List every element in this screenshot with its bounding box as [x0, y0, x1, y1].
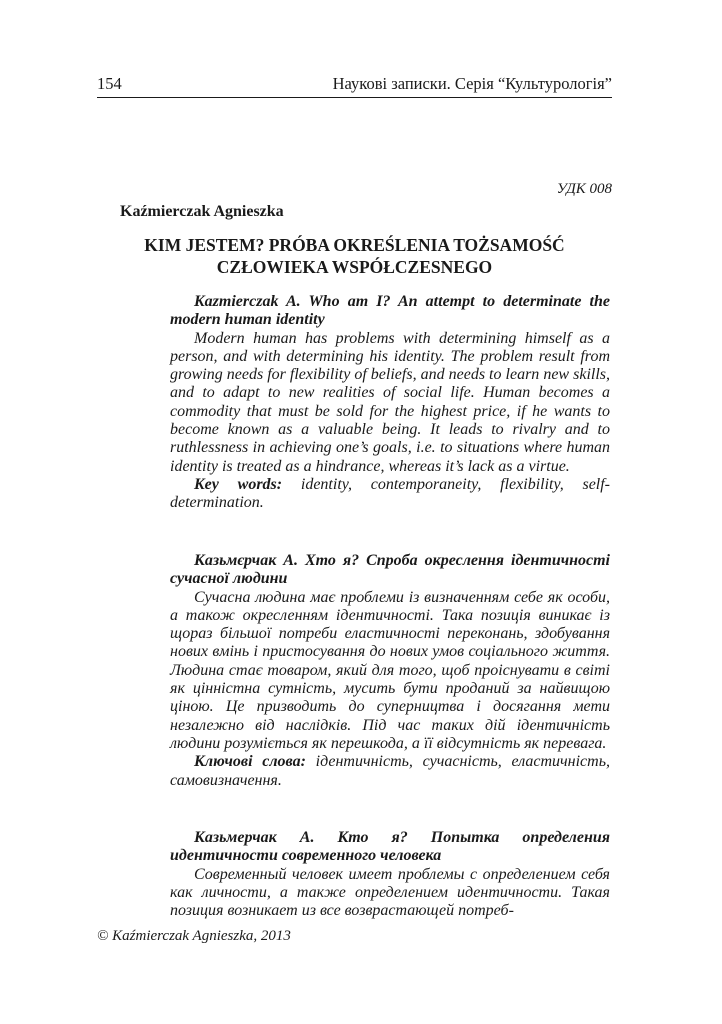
journal-title: Наукові записки. Серія “Культурологія”	[332, 74, 612, 93]
abstract-body: Современный человек имеет проблемы с определением себя как личности, а также определением идентичности. Такая позиция возникает из все возврастающей потреб-	[170, 865, 610, 920]
keywords-label: Ключові слова:	[194, 753, 306, 771]
author-name: Kaźmierczak Agnieszka	[120, 203, 284, 220]
abstract-body: Сучасна людина має проблеми із визначенням себе як особи, а також окресленням ідентичності. Така позиція виникає із щораз більшої потреби еластичності переконань, здобування нових вмінь і пристосування до нових умов соціального життя. Людина стає товаром, який для того, щоб проіснувати в світі як цінністна сутність, мусить бути проданий за найвищою ціною. Це призводить до суперництва і досягання мети незалежно від наслідків. Під час таких дій ідентичність людини розуміється як перешкода, а її відсутність як перевага.	[170, 588, 610, 752]
abstract-heading: Казьмерчак А. Кто я? Попытка определения идентичности современного человека	[170, 829, 610, 865]
article-title	[97, 234, 612, 278]
abstract-russian	[170, 829, 610, 920]
running-header	[97, 74, 612, 96]
keywords-label: Key words:	[194, 475, 283, 493]
keywords	[170, 476, 610, 513]
header-rule	[97, 97, 612, 98]
keywords-text: ідентичність, сучасність, еластичність, самовизначення.	[170, 753, 610, 789]
abstract-heading: Kazmierczak A. Who am I? An attempt to determinate the modern human identity	[170, 293, 610, 329]
copyright-notice: © Kaźmierczak Agnieszka, 2013	[97, 928, 291, 944]
keywords	[170, 753, 610, 790]
title-line-1: KIM JESTEM? PRÓBA OKREŚLENIA TOŻSAMOŚĆ	[144, 235, 565, 255]
page-number: 154	[97, 74, 122, 93]
title-line-2: CZŁOWIEKA WSPÓŁCZESNEGO	[216, 257, 493, 277]
abstract-ukrainian	[170, 552, 610, 790]
abstract-english	[170, 293, 610, 513]
udk-code: УДК 008	[556, 181, 612, 197]
abstract-body: Modern human has problems with determining himself as a person, and with determining his identity. The problem result from growing needs for flexibility of beliefs, and needs to learn new skills, and to adapt to new realities of social life. Human becomes a commodity that must be sold for the highest price, if he wants to become known as a valuable being. It leads to rivalry and to ruthlessness in achieving one’s goals, i.e. to situations where human identity is treated as a hindrance, whereas it’s lack as a virtue.	[170, 329, 610, 475]
keywords-text: identity, contemporaneity, flexibility, self-determination.	[170, 475, 611, 512]
abstract-heading: Казьмєрчак А. Хто я? Спроба окреслення ідентичності сучасної людини	[170, 552, 610, 588]
